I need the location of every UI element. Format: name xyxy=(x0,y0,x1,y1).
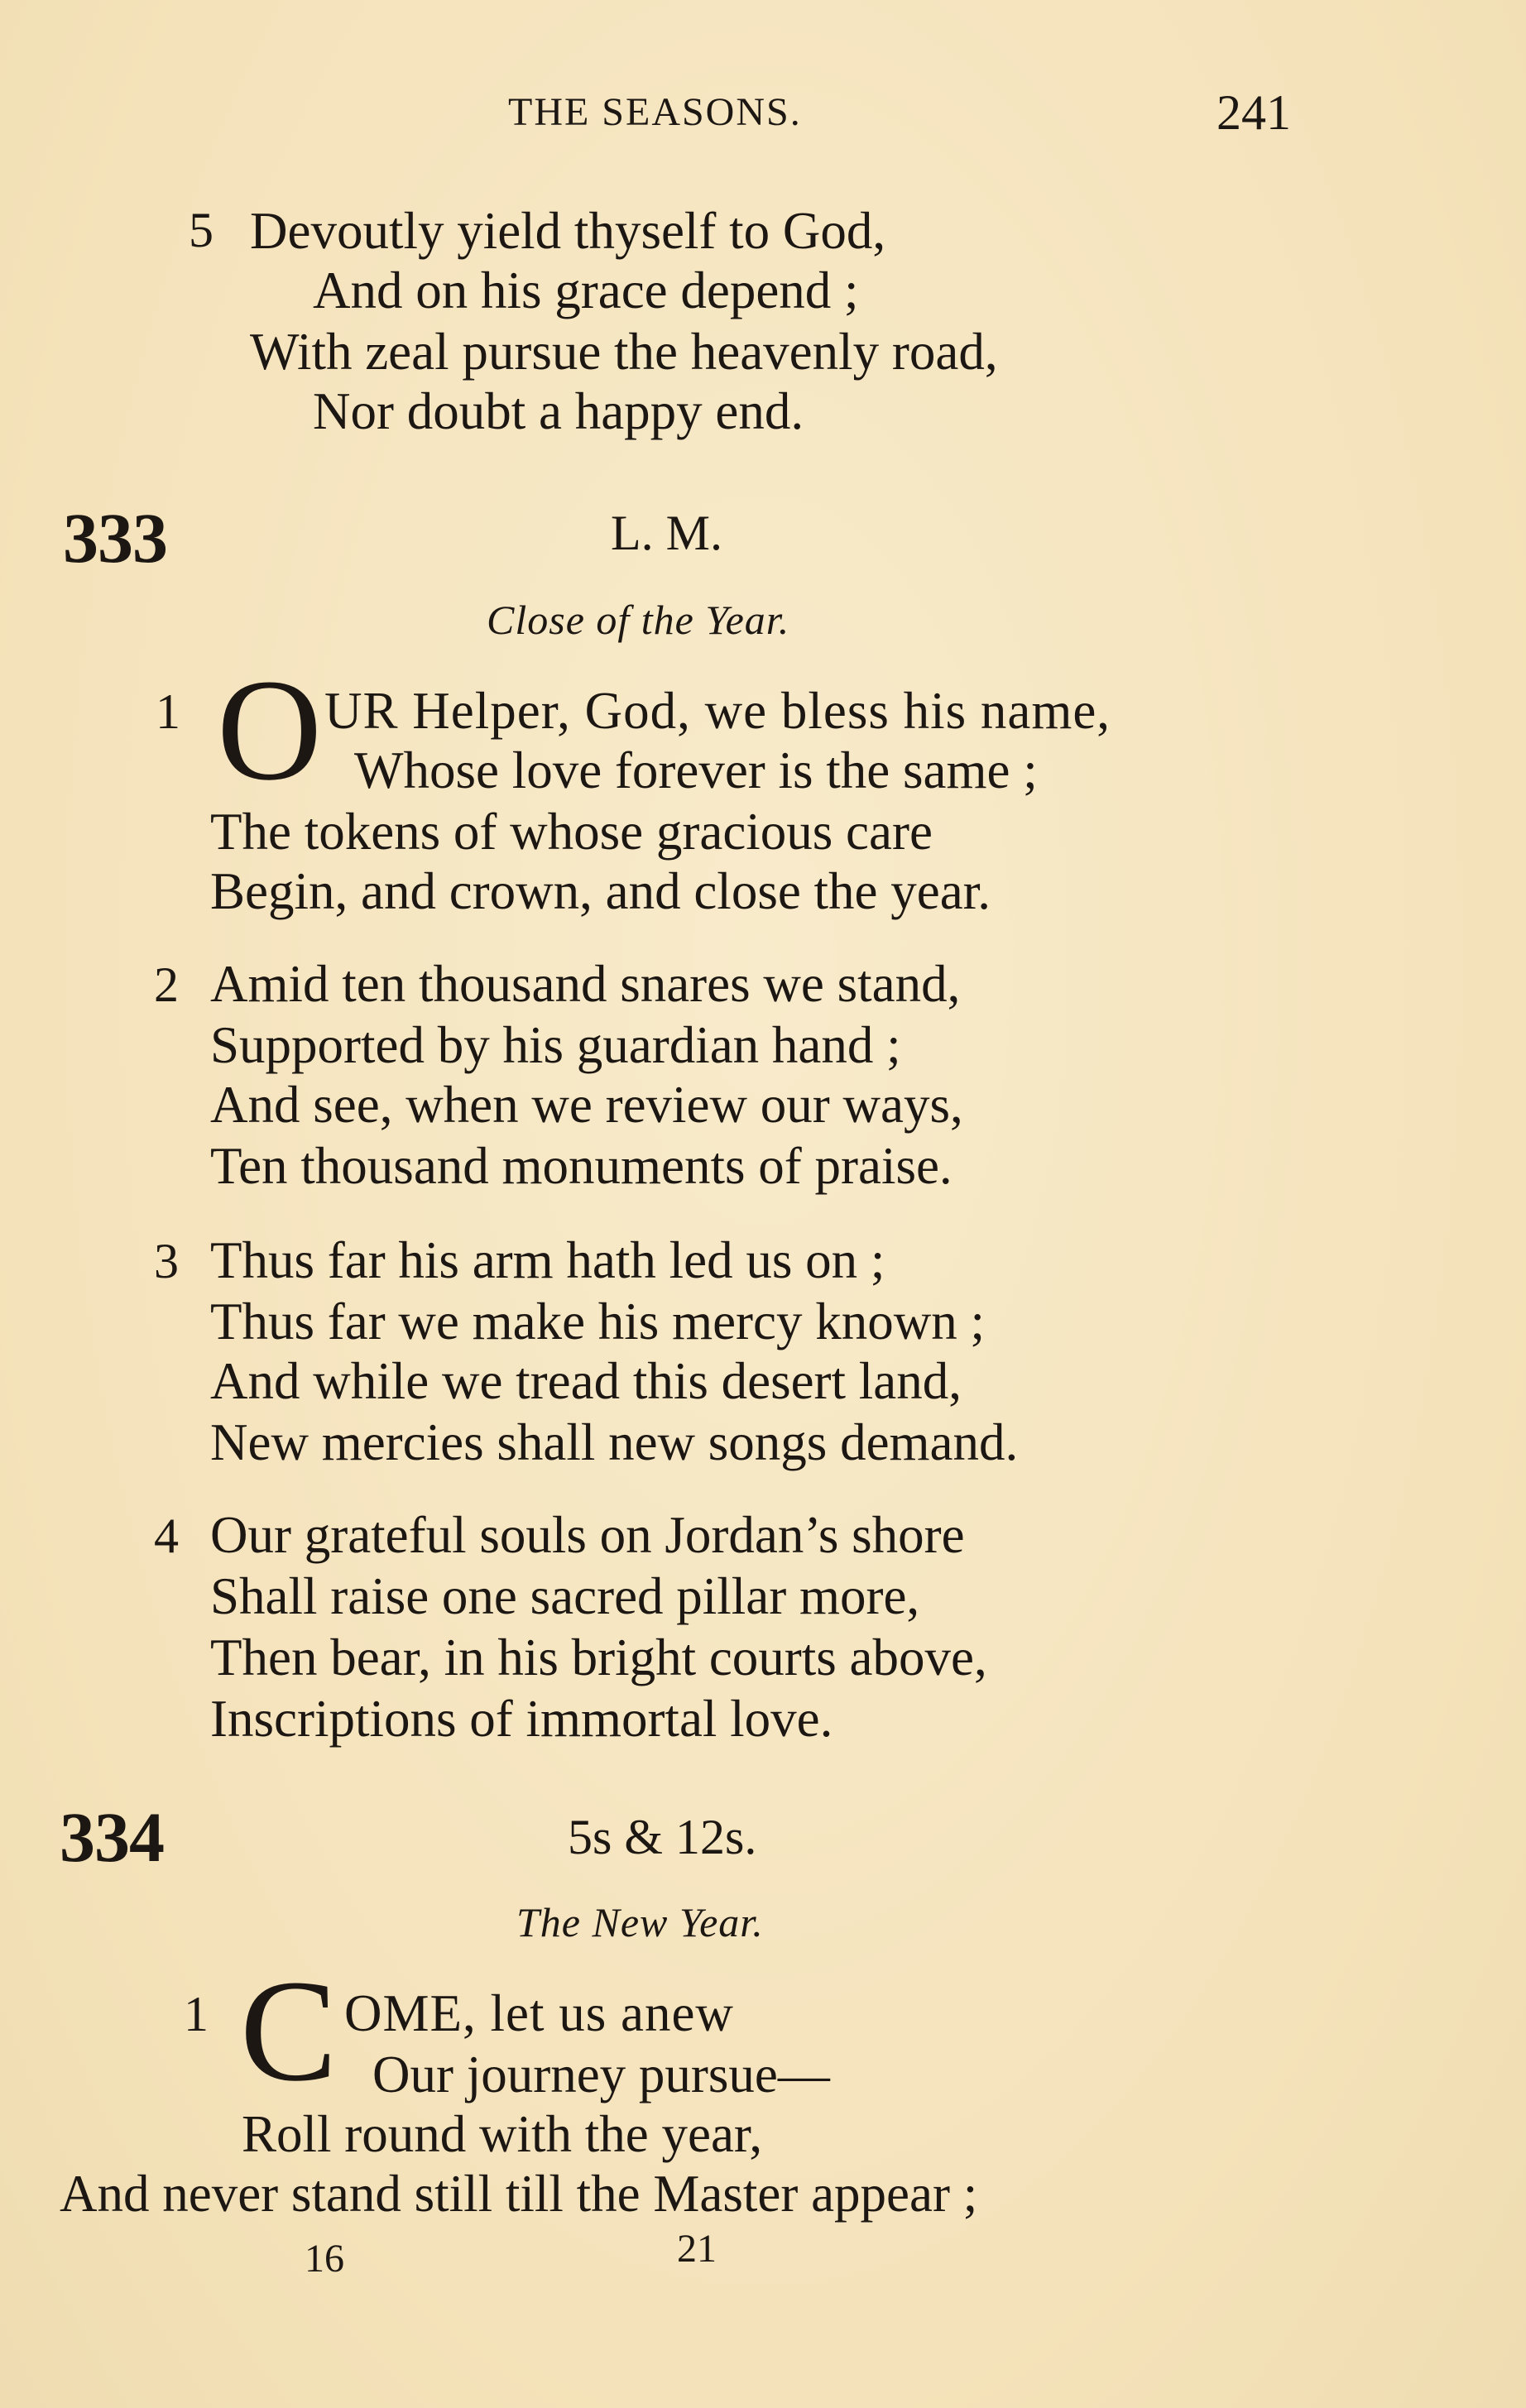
verse-line: And never stand still till the Master appear ; xyxy=(60,2165,978,2223)
verse-line: The tokens of whose gracious care xyxy=(210,803,933,861)
verse-line: And on his grace depend ; xyxy=(313,261,859,319)
drop-cap: C xyxy=(240,1950,338,2112)
verse-line: Thus far his arm hath led us on ; xyxy=(210,1231,885,1289)
verse-line: Then bear, in his bright courts above, xyxy=(210,1629,987,1686)
verse-number: 1 xyxy=(184,1987,209,2041)
verse-line: UR Helper, God, we bless his name, xyxy=(324,682,1111,740)
verse-number: 5 xyxy=(189,203,214,257)
verse-line: Roll round with the year, xyxy=(242,2105,763,2163)
verse-line: New mercies shall new songs demand. xyxy=(210,1413,1019,1471)
verse-line: Devoutly yield thyself to God, xyxy=(250,202,886,260)
verse-line: Ten thousand monuments of praise. xyxy=(210,1137,953,1195)
verse-line: And while we tread this desert land, xyxy=(210,1352,962,1410)
hymn-title: Close of the Year. xyxy=(487,597,790,643)
verse-line: And see, when we review our ways, xyxy=(210,1076,963,1134)
verse-line: Nor doubt a happy end. xyxy=(313,382,804,440)
verse-line: Shall raise one sacred pillar more, xyxy=(210,1567,920,1625)
verse-line: Inscriptions of immortal love. xyxy=(210,1690,833,1748)
verse-line: Thus far we make his mercy known ; xyxy=(210,1293,985,1350)
page-number: 241 xyxy=(1216,85,1291,140)
verse-line: With zeal pursue the heavenly road, xyxy=(250,323,998,381)
signature-mark: 16 xyxy=(305,2237,344,2281)
verse-line: Supported by his guardian hand ; xyxy=(210,1016,901,1074)
hymn-number: 333 xyxy=(63,498,167,578)
verse-line: Begin, and crown, and close the year. xyxy=(210,862,991,920)
hymn-title: The New Year. xyxy=(516,1899,764,1945)
running-title: THE SEASONS. xyxy=(508,90,802,134)
verse-line: Our grateful souls on Jordan’s shore xyxy=(210,1506,965,1564)
hymn-number: 334 xyxy=(60,1797,164,1877)
verse-line: Whose love forever is the same ; xyxy=(354,741,1038,799)
verse-number: 2 xyxy=(154,957,179,1012)
verse-number: 3 xyxy=(154,1234,179,1288)
hymn-meter: L. M. xyxy=(611,506,722,560)
hymn-meter: 5s & 12s. xyxy=(568,1810,757,1864)
verse-number: 4 xyxy=(154,1509,179,1563)
footer-mark: 21 xyxy=(677,2227,717,2271)
verse-number: 1 xyxy=(156,684,180,739)
verse-line: OME, let us anew xyxy=(344,1984,734,2042)
verse-line: Amid ten thousand snares we stand, xyxy=(210,955,961,1013)
verse-line: Our journey pursue— xyxy=(372,2046,830,2103)
drop-cap: O xyxy=(217,650,323,811)
